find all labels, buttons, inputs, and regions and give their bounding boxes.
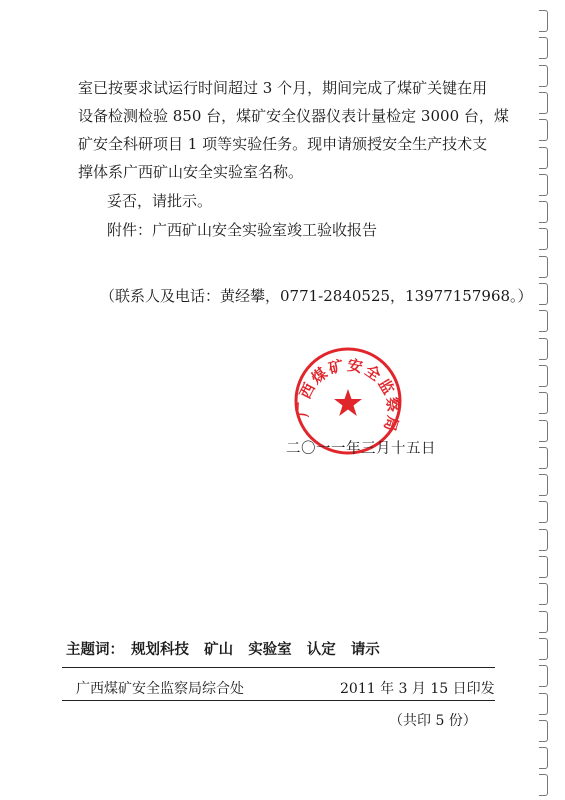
binding-mark [539,665,548,687]
seal-arc-text: 广西煤矿安全监察局 [293,355,403,436]
binding-mark [539,10,548,32]
body-paragraph-line: 矿安全科研项目 1 项等实验任务。现申请颁授安全生产技术支 [78,135,488,153]
divider [62,667,495,668]
binding-mark [539,474,548,496]
attachment-line: 附件：广西矿山安全实验室竣工验收报告 [107,221,378,239]
subject-term: 规划科技 [131,642,190,658]
binding-mark [539,720,548,742]
divider [62,700,495,701]
binding-mark [539,392,548,414]
binding-mark [539,583,548,605]
body-paragraph-line: 设备检测检验 850 台，煤矿安全仪器仪表计量检定 3000 台，煤 [78,107,509,125]
subject-label: 主题词： [66,642,124,658]
copy-count: （共印 5 份） [389,713,477,729]
issue-date: 2011 年 3 月 15 日印发 [340,681,495,697]
contact-line: （联系人及电话：黄经攀，0771-2840525，13977157968。） [100,287,533,305]
subject-term: 矿山 [204,642,234,658]
binding-mark [539,119,548,141]
request-line: 妥否，请批示。 [107,192,213,210]
binding-mark [539,147,548,169]
binding-mark [539,228,548,250]
subject-term: 认定 [306,642,336,658]
binding-mark [539,529,548,551]
body-paragraph-line: 室已按要求试运行时间超过 3 个月，期间完成了煤矿关键在用 [78,79,488,97]
binding-mark [539,611,548,633]
binding-mark [539,37,548,59]
binding-mark [539,638,548,660]
binding-mark [539,693,548,715]
binding-mark [539,556,548,578]
signature-date: 二〇一一年三月十五日 [286,441,436,457]
binding-mark [539,447,548,469]
binding-mark [539,365,548,387]
subject-keywords [66,638,390,659]
binding-mark [539,774,548,796]
issuing-office: 广西煤矿安全监察局综合处 [76,681,244,697]
binding-mark [539,338,548,360]
body-paragraph-line: 撑体系广西矿山安全实验室名称。 [78,163,304,181]
binding-mark [539,283,548,305]
seal-star-icon [334,389,362,416]
binding-mark [539,256,548,278]
binding-edge [525,0,565,800]
binding-mark [539,501,548,523]
binding-mark [539,310,548,332]
binding-mark [539,174,548,196]
binding-mark [539,420,548,442]
binding-mark [539,201,548,223]
subject-term: 请示 [350,642,380,658]
binding-mark [539,65,548,87]
binding-mark [539,747,548,769]
binding-mark [539,92,548,114]
subject-term: 实验室 [248,642,292,658]
